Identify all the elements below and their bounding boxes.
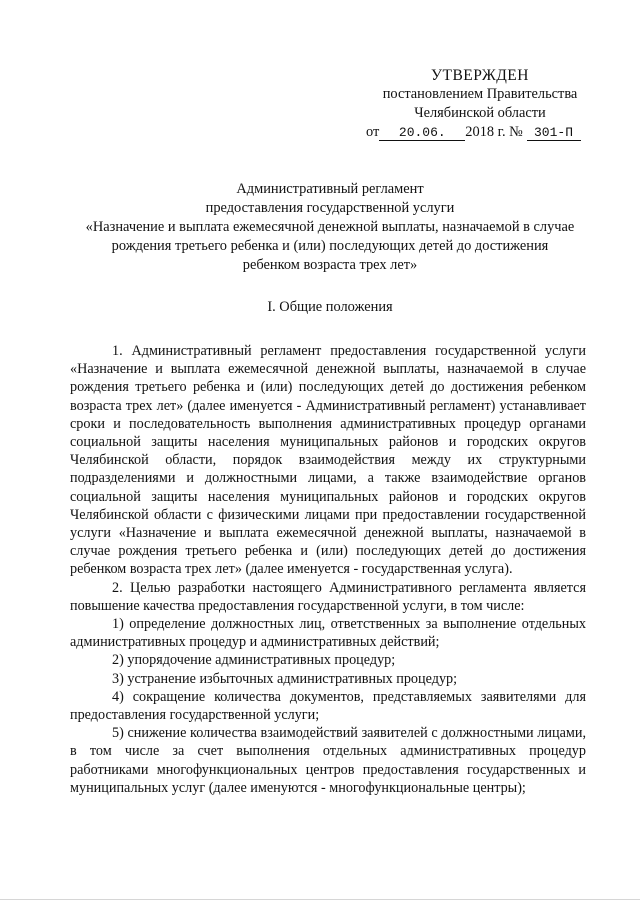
body-text	[70, 342, 586, 797]
approval-date-prefix: от	[366, 124, 380, 140]
list-item-1: 1) определение должностных лиц, ответственных за выполнение отдельных административных процедур и административных действий;	[70, 616, 586, 651]
approval-date-line	[360, 123, 600, 142]
approval-number: 301-П	[527, 126, 581, 141]
document-title-line-1: Административный регламент	[236, 181, 424, 197]
approval-title: УТВЕРЖДЕН	[431, 67, 529, 84]
list-item-3: 3) устранение избыточных административных процедур;	[112, 670, 458, 687]
document-title	[60, 180, 600, 275]
approval-line-2: Челябинской области	[414, 105, 546, 121]
list-item-5: 5) снижение количества взаимодействий заявителей с должностными лицами, в том числе за счет выполнения отдельных административных процедур работниками многофункциональных центров предоставления государственных и муниципальных услуг (далее именуются - многофункциональные центры);	[70, 725, 586, 796]
approval-date: 20.06.	[379, 126, 465, 141]
document-title-line-3: «Назначение и выплата ежемесячной денежной выплаты, назначаемой в случае	[85, 219, 575, 235]
section-title: I. Общие положения	[267, 299, 393, 315]
scan-edge-rule	[0, 899, 640, 900]
approval-year: 2018 г. №	[465, 124, 523, 140]
document-title-line-5: ребенком возраста трех лет»	[242, 257, 418, 273]
document-title-line-4: рождения третьего ребенка и (или) последующих детей до достижения	[111, 238, 549, 254]
document-title-line-2: предоставления государственной услуги	[205, 200, 455, 216]
list-item-2: 2) упорядочение административных процедур;	[112, 652, 396, 669]
paragraph-1: 1. Административный регламент предоставления государственной услуги «Назначение и выплата ежемесячной денежной выплаты, назначаемой в случае рождения третьего ребенка и (или) последующих детей до достижения ребенком возраста трех лет» (далее именуется - Административный регламент) устанавливает сроки и последовательность выполнения административных процедур органами социальной защиты населения муниципальных районов и городских округов Челябинской области, порядок взаимодействия между их структурными подразделениями и должностными лицами, а также взаимодействие органов социальной защиты населения муниципальных районов и городских округов Челябинской области с физическими лицами при предоставлении государственной услуги «Назначение и выплата ежемесячной денежной выплаты, назначаемой в случае рождения третьего ребенка и (или) последующих детей до достижения ребенком возраста трех лет» (далее именуется - государственная услуга).	[70, 343, 586, 578]
paragraph-2: 2. Целью разработки настоящего Административного регламента является повышение качества предоставления государственной услуги, в том числе:	[70, 579, 586, 614]
list-item-4: 4) сокращение количества документов, представляемых заявителями для предоставления государственной услуги;	[70, 688, 586, 724]
approval-stamp	[360, 66, 600, 142]
approval-line-1: постановлением Правительства	[382, 86, 578, 102]
